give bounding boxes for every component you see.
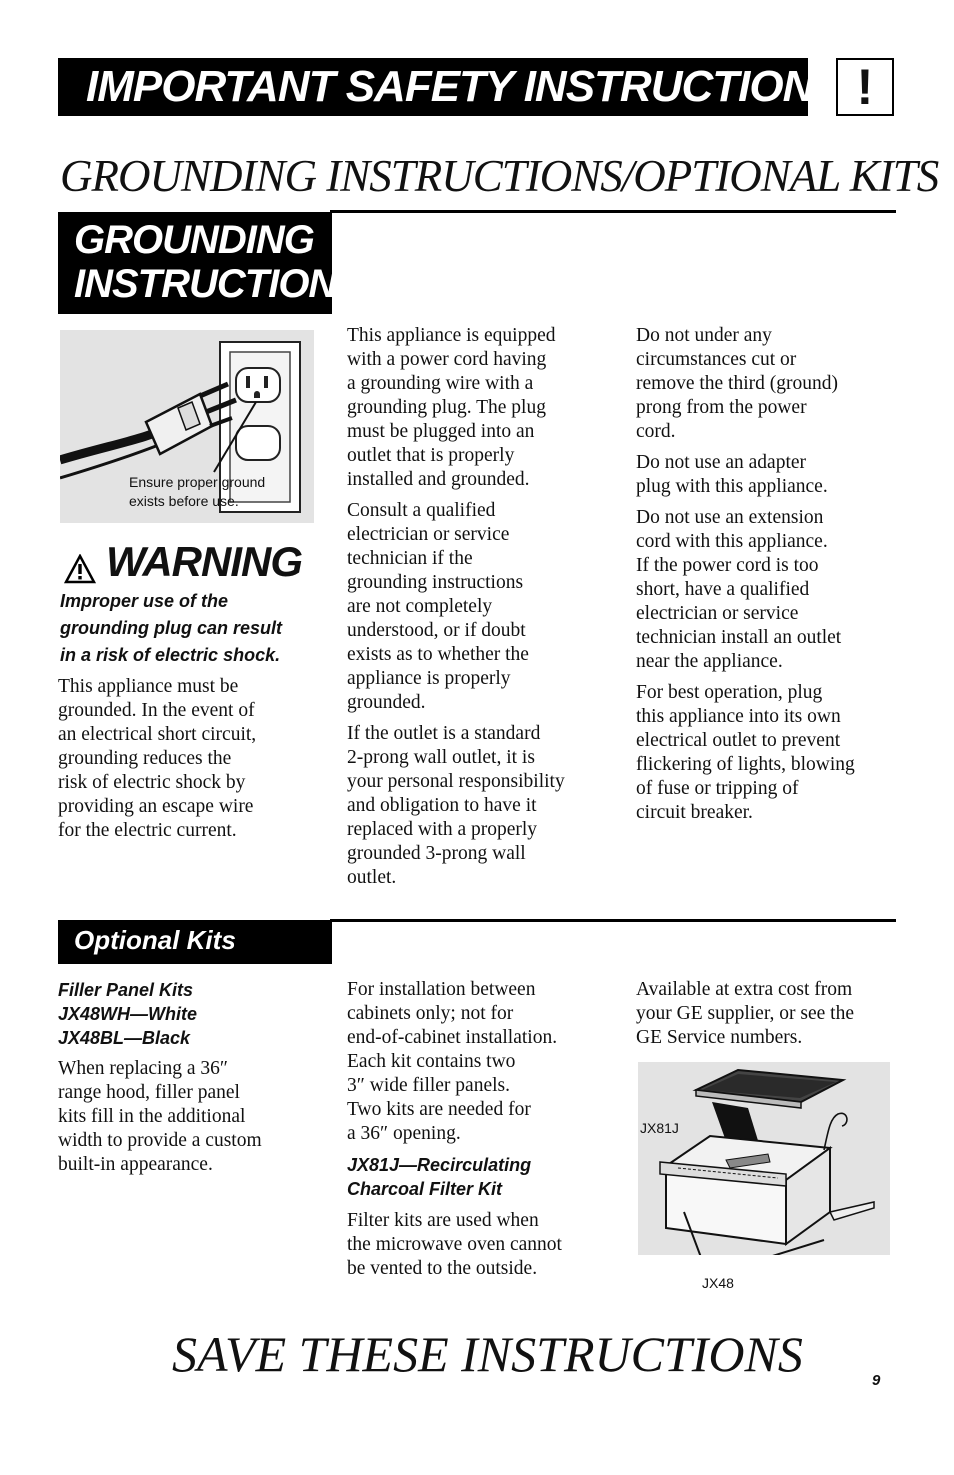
microwave-kit-illustration xyxy=(638,1062,890,1255)
page-number: 9 xyxy=(872,1372,881,1389)
optional-kits-heading: Optional Kits xyxy=(58,920,332,964)
grounding-col3: Do not under any circumstances cut or remove the third (ground) prong from the power cord. Do not use an adapter plug with this appliance. Do not use an extension cord with this appliance. If the power cord is too short, have a qualified electrician or service technician install an outlet near the appliance. For best operation, plug this appliance into its own electrical outlet to prevent flickering of lights, blowing of fuse or tripping of circuit breaker. xyxy=(636,325,855,823)
figure-caption: Ensure proper ground exists before use. xyxy=(129,474,266,509)
kits-col2: For installation between cabinets only; not for end-of-cabinet installation. Each kit contains two 3″ wide filler panels. Two kits are needed for a 36″ opening. xyxy=(347,979,558,1144)
plug-outlet-illustration xyxy=(60,330,314,523)
charcoal-body: Filter kits are used when the microwave oven cannot be vented to the outside. xyxy=(347,1210,562,1279)
section-rule-top xyxy=(330,210,896,213)
label-jx81j: JX81J xyxy=(640,1120,679,1136)
grounding-col1-body: This appliance must be grounded. In the event of an electrical short circuit, grounding reduces the risk of electric shock by providing an escape wire for the electric current. xyxy=(58,676,257,841)
filler-body: When replacing a 36″ range hood, filler panel kits fill in the additional width to provide a custom built-in appearance. xyxy=(58,1058,262,1175)
warning-text: Improper use of the grounding plug can result in a risk of electric shock. xyxy=(60,591,282,665)
label-jx48: JX48 xyxy=(702,1275,734,1291)
filler-title: Filler Panel Kits JX48WH—White JX48BL—Black xyxy=(58,980,198,1048)
grounding-col2: This appliance is equipped with a power cord having a grounding wire with a grounding plug. The plug must be plugged into an outlet that is properly installed and grounded. Consult a qualified electrician or service technician if the grounding instructions are not completely understood, or if doubt exists as to whether the appliance is properly grounded. If the outlet is a standard 2-prong wall outlet, it is your personal responsibility and obligation to have it replaced with a properly grounded 3-prong wall outlet. xyxy=(347,325,565,888)
page-title: GROUNDING INSTRUCTIONS/OPTIONAL KITS xyxy=(60,151,939,201)
safety-banner xyxy=(58,58,842,116)
charcoal-title: JX81J—Recirculating Charcoal Filter Kit xyxy=(347,1155,532,1199)
banner-title: IMPORTANT SAFETY INSTRUCTIONS xyxy=(86,62,842,111)
save-instructions-title: SAVE THESE INSTRUCTIONS xyxy=(172,1326,803,1382)
warning-word: WARNING xyxy=(106,538,302,585)
grounding-heading: GROUNDING INSTRUCTIONS xyxy=(58,212,332,314)
kits-col3: Available at extra cost from your GE supplier, or see the GE Service numbers. xyxy=(636,979,854,1048)
exclamation-icon: ! xyxy=(836,58,894,116)
section-rule-kits xyxy=(330,919,896,922)
warning-triangle-icon xyxy=(64,554,96,584)
